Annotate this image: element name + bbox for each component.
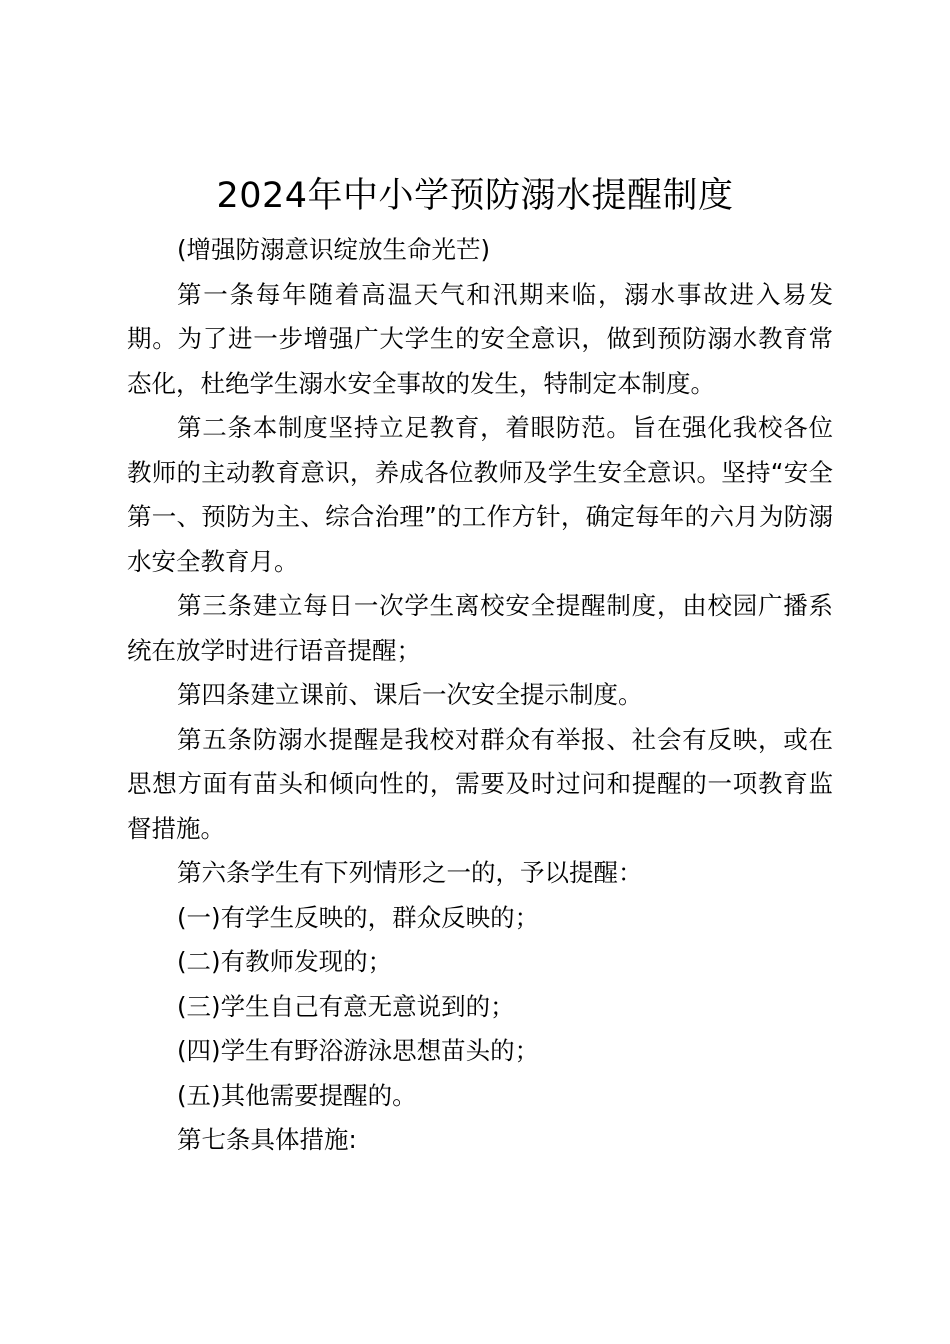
article-7-paragraph: 第七条具体措施: <box>177 1125 357 1154</box>
list-item-5: (五)其他需要提醒的。 <box>177 1080 417 1110</box>
list-item-1: (一)有学生反映的，群众反映的； <box>177 902 540 932</box>
list-item-2: (二)有教师发现的； <box>177 947 393 976</box>
document-body <box>127 228 833 1163</box>
article-3-paragraph: 第三条建立每日一次学生离校安全提醒制度，由校园广播系统在放学时进行语音提醒； <box>127 591 833 665</box>
article-6-paragraph: 第六条学生有下列情形之一的，予以提醒： <box>177 858 643 887</box>
article-2-paragraph: 第二条本制度坚持立足教育，着眼防范。旨在强化我校各位教师的主动教育意识，养成各位教师及学生安全意识。坚持“安全第一、预防为主、综合治理”的工作方针，确定每年的六月为防溺水安全教育月。 <box>127 413 833 576</box>
list-item-3: (三)学生自己有意无意说到的； <box>177 991 515 1021</box>
document-title: 2024年中小学预防溺水提醒制度 <box>216 176 734 216</box>
article-5-paragraph: 第五条防溺水提醒是我校对群众有举报、社会有反映，或在思想方面有苗头和倾向性的，需要及时过问和提醒的一项教育监督措施。 <box>127 724 833 843</box>
list-item-4: (四)学生有野浴游泳思想苗头的； <box>177 1036 540 1065</box>
article-4-paragraph: 第四条建立课前、课后一次安全提示制度。 <box>177 680 643 709</box>
article-1-paragraph: 第一条每年随着高温天气和汛期来临，溺水事故进入易发期。为了进一步增强广大学生的安全意识，做到预防溺水教育常态化，杜绝学生溺水安全事故的发生，特制定本制度。 <box>127 279 833 398</box>
subtitle-paragraph: (增强防溺意识绽放生命光芒) <box>177 235 491 264</box>
